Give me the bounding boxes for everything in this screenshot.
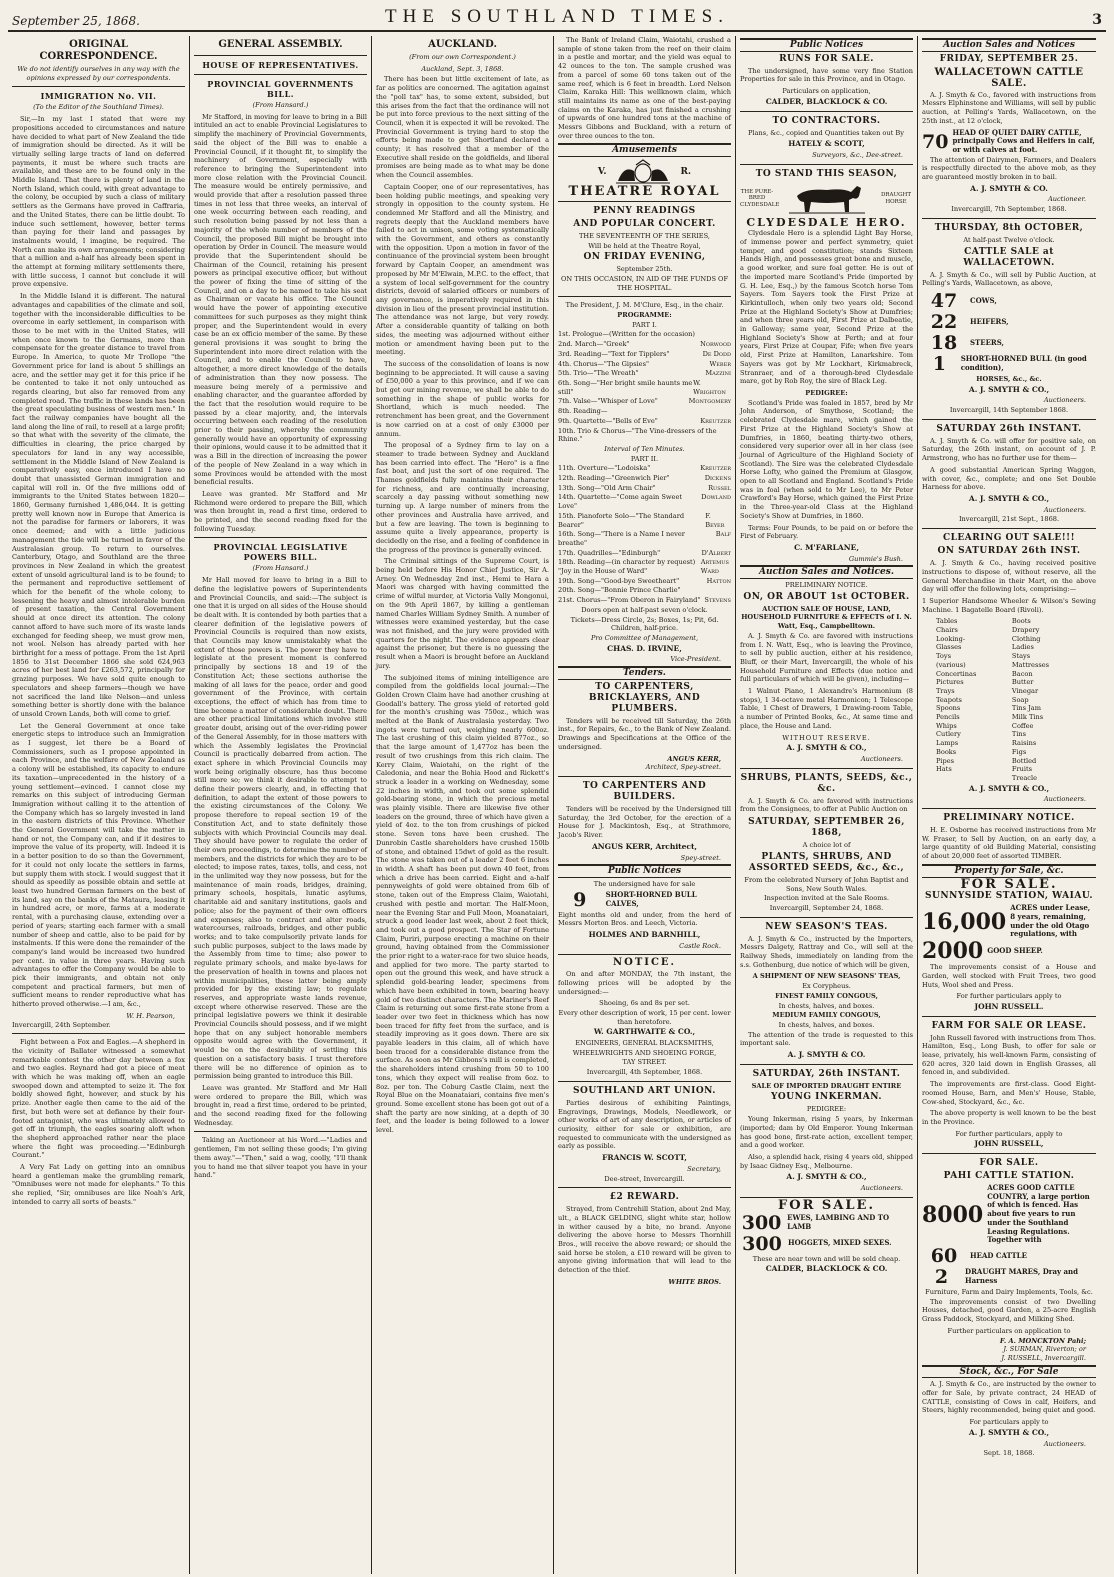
theatre-name: THEATRE ROYAL (568, 184, 721, 200)
columns (8, 36, 1106, 1574)
programme-item: 21st. Chorus—"From Oberon in Fairyland" Stevens (558, 596, 731, 605)
programme-item: 6th. Song—"Her bright smile haunts me still" W. Wrighton (558, 378, 726, 396)
list-item: Treacle (1011, 773, 1038, 782)
correspondent-note: (From our own Correspondent.) (409, 53, 516, 61)
signature-place: Invercargill, 24th September. (12, 1020, 111, 1029)
list-item: Raisins (1011, 739, 1037, 748)
paragraph: Sir,—In my last I stated that were my propositions acceded to circumstances and nature have decided to what part of New Zealand the tide of immigration should be directed. As it will be virtually selling large tracts of land on deferred payments, it must be where such tracts are available, and these are to be found only in the Middle Island. That there is plenty of land in the North Island, which could, with great advantage to the colony, be occupied by such a class of military settlers as the Germans have proved in Caffraria, and the United States, there can be little doubt. To induce such settlement, however, better terms than paying for their land and passages by instalments would, I imagine, be required. The North can make its own arrangements; considering that a million and a-half has already been spent in the attempt at forming military settlements there, with little success, I cannot but conclude it will prove expensive. (12, 115, 185, 289)
dateline: Auckland, Sept. 3, 1868. (421, 64, 504, 73)
list-item: Clothing (1011, 634, 1041, 643)
programme-item: 16th. Song—"There is a Name I never breathe" Balf (558, 530, 731, 547)
stock-item: 47 COWS, (930, 289, 997, 312)
list-item: Figs (1011, 747, 1027, 756)
list-item: Tables (936, 617, 958, 626)
programme-item: 20th. Song—"Bonnie Prince Charlie" (558, 586, 681, 595)
programme-part-2 (558, 464, 731, 605)
event-title: PENNY READINGS (593, 205, 696, 216)
bill-title: PROVINCIAL LEGISLATIVE POWERS BILL. (213, 542, 348, 563)
paragraph: Fight between a Fox and Eagles.—A shepherd in the vicinity of Ballater witnessed a somewhat remarkable contest the other day between a fox and two eagles. Reynard had got a piece of meat with which he was making off, when an eagle swooped down and attempted to seize it. The fox boldly showed fight, however, and stuck by his prize. Another eagle then came to the aid of the first, but both were set at defiance by their four-footed antagonist, who was ultimately allowed to get off in triumph, the eagles soaring aloft when the shepherd approached rather near the place where the fight was proceeding.—"Edinburgh Courant." (12, 1038, 185, 1160)
horse-icon (787, 182, 867, 216)
section-heading: Property for Sale, &c. (922, 864, 1096, 878)
programme-item: 12th. Reading—"Greenwich Pier" Dickens (558, 474, 731, 483)
section-heading: Stock, &c., For Sale (922, 1365, 1096, 1379)
list-item: Butter (1011, 678, 1034, 687)
paragraph: The Bank of Ireland Claim, Waiotahi, crushed a sample of stone taken from the reef on their claim in a pestle and mortar, and the yield was equal to 42 ounces to the ton. The sample crushed was from a parcel of some 60 tons taken out of the same reef, which is 6 feet in breadth. Lord Nelson Claim, Karaka Hill: This wellknown claim, which still maintains its name as one of the best-paying claims on the Karaka, has just finished a crushing of upwards of one hundred tons at the machine of Messrs Gibbons and Buckland, with a return of over three ounces to the ton. (558, 36, 731, 140)
masthead (8, 6, 1106, 32)
stock-item: 18 STEERS, (930, 331, 1004, 354)
letter-addressee: (To the Editor of the Southland Times). (33, 103, 164, 112)
list-item: Pictures (936, 678, 964, 687)
list-item: Bacon (1011, 669, 1033, 678)
programme-item: 2nd. March—"Greek" Norwood (558, 340, 731, 349)
merchandise-list (922, 617, 1096, 782)
programme-item: 1st. Prologue—(Written for the occasion) (558, 330, 696, 339)
stock-item: 22 HEIFERS, (930, 310, 1009, 333)
paragraph: Leave was granted. Mr Stafford and Mr Richmond were ordered to prepare the Bill, which was then brought in, read a first time, ordered to be printed, and the second reading fixed for the following Tuesday. (194, 489, 367, 533)
programme-item: 9th. Quartette—"Bells of Eve" Kreutzer (558, 416, 731, 425)
newspaper-title: THE SOUTHLAND TIMES. (385, 6, 729, 27)
section-heading: Tenders. (558, 666, 731, 680)
stock-list (922, 291, 1096, 374)
list-item: Whips (936, 721, 957, 730)
section-heading: Public Notices (558, 864, 731, 878)
column-1 (8, 36, 190, 1574)
list-item: Boots (1011, 617, 1031, 626)
column-3 (372, 36, 554, 1574)
list-item: Bottled Fruits (1011, 756, 1037, 774)
list-item: Soap (1011, 695, 1029, 704)
list-item: Toys (various) (936, 652, 966, 669)
list-item: Coffee Tins (1011, 721, 1034, 739)
programme-item: 10th. Trio & Chorus—"The Vine-dressers of the Rhine." (558, 426, 717, 444)
royal-crest-icon (614, 159, 672, 185)
subheading: HOUSE OF REPRESENTATIVES. (202, 60, 359, 70)
list-item: Pipes (936, 756, 955, 765)
list-item: Concertinas (936, 669, 977, 678)
list-item: Teapots (936, 695, 962, 704)
programme-item: 13th. Song—"Old Arm Chair" Russel (558, 483, 731, 492)
list-item: Books (936, 747, 957, 756)
paragraph: Let the General Government at once take energetic steps to introduce such an Immigration as I suggest, let there be a Board of Commissioners, such as I propose appointed in each Province, and the welfare of New Zealand as a colony will be established, its capacity to endure its taxation—unprecedented in the history of a young settlement—evinced. I cannot close my remarks on this subject of introducing German Immigration without calling it to the attention of the Company which has so largely invested in land in the eastern districts of this Province. Whether the General Government will take the matter in hand or not, the Company can, and if it desires to improve the value of its property, will. Indeed it is in a better position to do so than the Government, for it could not only locate the settlers in farms, but supply them with stock. I would suggest that it should as speedily as possible obtain and settle at least two hundred German farmers on the best of its land, say on the banks of the Mataura, leasing it in hundred acre, or more, farms at a moderate rental, with a purchasing clause, extending over a period of years; starting each farmer with a small number of sheep and cattle, also to be paid for by instalments. If this were done the remainder of the company's land would be increased two hundred per cent. in value in three years. Having such advantages to offer the Company would be able to pick their immigrants, and obtain not only competent and practical farmers, but men of sufficient means to render reproductive what has hitherto proved otherwise.—I am, &c., (12, 721, 185, 1009)
programme-item: 7th. Valse—"Whisper of Love" Montgomery (558, 397, 731, 406)
paragraph: In the Middle Island it is different. The natural advantages and capabilities of the climate and soil, together with the inconsiderable difficulties to be overcome in early settlement, in comparison with those to be met with in the United States, will when once known to the Germans, more than compensate for the greater distance to travel from Europe. In America, to quote Mr Trollope "the Government price for land is about 5 shillings an acre, and the settler may get it for this price if he be contented to take it not only untouched as regards clearing, but also far removed from any completed road. The traffic in these lands has been the great speculating business of western men." In fact the railway companies have bought all the land along the line of rail, to resell at a large profit; so that what with the severity of the climate, the difficulties in clearing, the price charged by speculators for land in any way accessible, settlement in the Middle Island of New Zealand is comparatively easy, once introduced I have no doubt that unassisted German immigration and capital will roll in. Of the five millions odd of immigrants to the United States between 1820—1860, Germany furnished 1,486,044. It is getting pretty well known now in Europe that America is not the paradise for farmers or laborers, it was once deemed; and with a little judicious management the tide will be turned in favor of the Australasian group. To return to ourselves. Canterbury, Otago, and Southland are the three provinces in New Zealand in which the greatest extent of unsold agricultural land is to be found; to the permanent and reproductive settlement of which for the benefit of the whole colony, to lessening the heavy and almost intolerable burden of present taxation, the Central Government should at once direct its attention. The colony cannot afford to have such more of its waste lands exchanged for feeding sheep, we must grow men, not wool. Nelson has already parted with her birthright for a mess of pottage. From the 1st April 1856 to 31st December 1866 she sold 624,963 acres of her best land for £263,572, principally for grazing purposes. We have sold quite enough to speculators and sheep farmers—though we have not sacrificed the land like Nelson—and unless something better is shortly done with the balance of unsold Crown Lands, both will come to grief. (12, 292, 185, 718)
list-item: Milk Tins (1011, 713, 1044, 722)
programme-item: 3rd. Reading—"Text for Tipplers" De Dodd (558, 349, 731, 358)
list-item: Drapery (1011, 626, 1040, 635)
disclaimer: We do not identify ourselves in any way with the opinions expressed by our correspondents. (17, 65, 180, 82)
list-item: Vinegar (1011, 686, 1039, 695)
list-item: Ladies Stays (1011, 643, 1034, 661)
royal-crest: V. R. (558, 159, 731, 185)
paragraph: The success of the consolidation of loans is now beginning to be appreciated. It will cause a saving of £50,000 a year to this province, and if we can but get our mining revenue, we shall be able to do something in the shape of public works for Shortland, which is much needed. The retrenchment has been great, and the Government is now carried on at a cost of only £3000 per annum. (376, 359, 549, 438)
column-5: Public Notices RUNS FOR SALE. The undersigned, have some very fine Station Properties for sale in this Province, and in Otago. Particulars on application, CALDER, BLACKLOCK & CO. TO CONTRACTORS. Plans, &c., copied and Quantities taken out By HATELY & SCOTT, Surveyors, &c., Dee-street. TO STAND THIS SEASON, THE PURE-BRED CLYDESDALE DRAUGHT HORSE CLYDESDALE HERO. Clydesdale Hero is a splendid Light Bay Horse, of immense power and perfect symmetry, quiet temper, and good constitution; stands Sixteen Hands High, and possesses great bone and muscle, a good worker, and sure foal getter. He is out of the imported mare Scotland's Pride (imported by G. H. Lee, Esq.,) by the famous Scotch horse Tom Sayers. Tom Sayers took the First Prize at Kirkintulloch, when only two years old; Second Prize at the Highland Society's Show at Dumfries; and when three years old, First Prize at Dalbeatie, in Galloway; same year, Second Prize at the Highland Society's Show at Perth; and at four years, First Prize at Coupar, Fife; when five years old, First Prize at Hamilton, Lanarkshire. Tom Sayers was got by Mr Lockhart, Kirkmabreck, Stranraer, and of a thorough-bred Clydesdale mare, got by Rob Roy, the sire of Black Leg. PEDIGREE: Scotland's Pride was foaled in 1857, bred by Mr John Anderson, of Smythose, Scotland; the celebrated Clydesdale mare, which gained the First Prize at the Highland Society's Show at Dumfries, in 1860, beating thirty-two others, considered very superior over all in her class (see Journal of Agriculture of the Highland Society of Scotland). The Sire was the celebrated Clydesdale Horse Lofty, who gained the Premium at Glasgow, open to all Scotland and England. Scotland's Pride was in foal (when sold to Mr Lee), to Mr Peter Crawford's Bay Horse, which gained the First Prize in the Three-year-old Class at the Highland Society's Show at Dumfries, in 1860. Terms: Four Pounds, to be paid on or before the First of February. C. M'FARLANE, Gummie's Bush. Auction Sales and Notices. PRELIMINARY NOTICE. ON, OR ABOUT 1st OCTOBER. AUCTION SALE OF HOUSE, LAND, HOUSEHOLD FURNITURE & EFFECTS of I. N. Watt, Esq., Campbelltown. A. J. Smyth & Co. are favored with instructions from I. N. Watt, Esq., who is leaving the Province, to sell by public auction, either at his residence, Bluff, or their Mart, Invercargill, the whole of his Household Furniture and Effects (due notice and full particulars of which will be given), including— 1 Walnut Piano, 1 Alexandre's Harmonium (8 stops), 1 34-octave metal Harmonicon; 1 Telescope Table, 1 Chest of Drawers, 1 Drawing-room Table, a number of Printed Books, &c., At same time and place, the House and Land. WITHOUT RESERVE. A. J. SMYTH & CO., Auctioneers. SHRUBS, PLANTS, SEEDS, &c., &c. A. J. Smyth & Co. are favored with instructions from the Consignees, to offer at Public Auction on SATURDAY, SEPTEMBER 26, 1868, A choice lot of PLANTS, SHRUBS, AND ASSORTED SEEDS, &c., &c., From the celebrated Nursery of John Baptist and Sons, New South Wales. Inspection invited at the Sale Rooms. Invercargill, September 24, 1868. NEW SEASON'S TEAS. A. J. Smyth & Co., instructed by the Importers, Messrs Dalgety, Rattray and Co., will sell at the Railway Sheds, immediately on landing from the s.s. Gothenburg, due notice of which will be given, A SHIPMENT OF NEW SEASONS' TEAS, Ex Corypheus. FINEST FAMILY CONGOUS, In chests, halves, and boxes. MEDIUM FAMILY CONGOUS, In chests, halves, and boxes. The attention of the trade is requested to this important sale. A. J. SMYTH & CO. SATURDAY, 26th INSTANT. SALE OF IMPORTED DRAUGHT ENTIRE YOUNG INKERMAN. PEDIGREE: Young Inkerman, rising 5 years, by Inkerman (imported; dam by Old Emperor. Young Inkerman has good bone, first-rate action, excellent temper, and a good worker. Also, a splendid hack, rising 4 years old, shipped by Isaac Gidney Esq., Melbourne. A. J. SMYTH & CO., Auctioneers. FOR SALE. 300 EWES, LAMBING AND TO LAMB 300 HOGGETS, MIXED SEXES. These are near town and will be sold cheap. CALDER, BLACKLOCK & CO. (736, 36, 918, 1574)
horse-illustration: THE PURE-BRED CLYDESDALE DRAUGHT HORSE (740, 182, 913, 216)
letter-title: IMMIGRATION No. VII. (40, 91, 157, 102)
event-title: AND POPULAR CONCERT. (573, 218, 716, 229)
section-heading: Public Notices (740, 38, 913, 52)
paragraph: A Very Fat Lady on getting into an omnibus heard a gentleman make the grumbling remark, "Omnibuses were not made for elephants." To this she replied, "Sir, omnibuses are like Noah's Ark, intended to carry all sorts of beasts." (12, 1163, 185, 1206)
list-item: Chairs (936, 626, 958, 635)
list-item: Hats (936, 765, 952, 774)
event-day: ON FRIDAY EVENING, (583, 252, 706, 263)
programme-item: 5th. Trio—"The Wreath" Mazzini (558, 369, 731, 378)
list-item: Trays (936, 686, 955, 695)
section-heading: AUCKLAND. (428, 39, 497, 50)
paragraph: The Criminal sittings of the Supreme Court, is being held before His Honor Chief Justice, Sir A. Arney. On Wednesday 2nd inst., Hemi te Hara a Maori was charged with having committed the crime of wilful murder, at Victoria Vally Mongonui, on the 9th April 1867, by killing a gentleman named Charles William Sydney Smith. A number of witnesses were examined yesterday, but the case was not finished, and the jury were provided with quarters for the night. The evidence appears clear against the prisoner, but there is no guessing the result when a Maori is brought before an Auckland jury. (376, 557, 549, 670)
programme-item: 14th. Quartette—"Come again Sweet Love" Dowland (558, 493, 731, 511)
paragraph: Leave was granted. Mr Stafford and Mr Hall were ordered to prepare the Bill, which was brought in, read a first time, ordered to be printed, and the second reading fixed for the following Wednesday. (194, 1083, 367, 1127)
list-item: Mattresses (1011, 660, 1050, 669)
page-number: 3 (1092, 12, 1102, 28)
list-item: Looking-Glasses (936, 634, 966, 652)
paragraph: The subjoined items of mining intelligence are compiled from the goldfields local journal:—The Golden Crown Claim have had another crushing at Goodall's battery. The gross yield of retorted gold for the month's crushing was 750oz., which was melted at the Bank of Australasia yesterday. Two ingots were turned out, weighing nearly 600oz. The last crushing of this claim yielded 877oz., so that the large amount of 1,477oz has been the result of two crushings from this rich claim. The Kerry Claim, Waiotahi, on the right of the Caledonia, and near the Bohia Hood and Rickett's struck a leader in a working on Wednesday, some 22 inches in width, and took out some splendid gold-bearing stone, in which the precious metal was plainly visible. There are likewise five other leaders on the ground, three of which have given a yield of 4oz. to the ton from crushings of picked stone. Seven tons have been crushed. The Dunrobin Castle shareholders have crushed 150lb of stone, and obtained 15dwt of gold as the result. The stone was taken out of a leader 2 feet 6 inches in width. A shaft has been put down 40 feet, from which a drive has been carried. Eight and a-half pennyweights of gold were obtained from 6lb of stone, taken out of the Empress Claim, Waiotahi, crushed with pestle and mortar. The Half-Moon, near the Evening Star and Full Moon, Moanataiari, struck a good leader last week, about 2 feet thick, and took out a good prospect. The Star of Fortune Claim, Puriri, purpose erecting a machine on their ground, having obtained from the Commissioner the prior right to a water-race for two sluice heads, and applied for two more. The party started to open out the ground this week, and have struck a splendid gold-bearing leader, specimens from which have been exhibited in town, bearing heavy gold of two distinct characters. The Mariner's Reef Claim is returning out some first-rate stone from a leader over two feet in thickness which has now been traced for fifty feet from the surface, and is steadily improving as it goes down. There are six payable leaders in this claim, all of which have been traced for a considerable distance from the surface. As soon as Mr Gibbons's mill is completed, the shareholders intend crushing from 50 to 100 tons, which they expect will realise from 6oz. to 8oz. per ton. The Coburg Castle Claim, next the Royal Blue on the Moanataiari, contains five men's ground. Some excellent stone has been got out of a shaft the party are now sinking, at a depth of 30 feet, and the leader is being followed to a lower level. (376, 673, 549, 1135)
source-note: (From Hansard.) (252, 101, 309, 109)
column-4: The Bank of Ireland Claim, Waiotahi, crushed a sample of stone taken from the reef on their claim in a pestle and mortar, and the yield was equal to 42 ounces to the ton. The sample crushed was from a parcel of some 60 tons taken out of the same reef, which is 6 feet in breadth. Lord Nelson Claim, Karaka Hill: This wellknown claim, which still maintains its name as one of the best-paying claims on the Karaka, has just finished a crushing of upwards of one hundred tons at the machine of Messrs Gibbons and Buckland, with a return of over three ounces to the ton. Amusements V. R. THEATRE ROYAL PENNY READINGS AND POPULAR CONCERT. THE SEVENTEENTH OF THE SERIES, Will be held at the Theatre Royal, ON FRIDAY EVENING, September 25th. ON THIS OCCASION, IN AID OF THE FUNDS OF THE HOSPITAL. The President, J. M. M'Clure, Esq., in the chair. PROGRAMME: PART I. 1st. Prologue—(Written for the occasion) 2nd. March—"Greek" Norwood 3rd. Reading—"Text for Tipplers" De Dodd 4th. Chorus—"The Gipsies" Weber 5th. Trio—"The Wreath" Mazzini 6th. Song—"Her bright smile haunts me still" W. Wrighton 7th. Valse—"Whisper of Love" Montgomery 8th. Reading— 9th. Quartette—"Bells of Eve" Kreutzer 10th. Trio & Chorus—"The Vine-dressers of the Rhine." Interval of Ten Minutes. PART II. 11th. Overture—"Lodoiska" Kreutzer 12th. Reading—"Greenwich Pier" Dickens 13th. Song—"Old Arm Chair" Russel 14th. Quartette—"Come again Sweet Love" Dowland 15th. Pianoforte Solo—"The Standard Bearer" F. Beyer 16th. Song—"There is a Name I never breathe" Balf 17th. Quadrilles—"Edinburgh" D'Albert 18th. Reading—(in character by request) "Joy in the House of Ward" Artemus Ward 19th. Song—"Good-bye Sweetheart" Hatton 20th. Song—"Bonnie Prince Charlie" 21st. Chorus—"From Oberon in Fairyland" Stevens Doors open at half-past seven o'clock. Tickets—Dress Circle, 2s; Boxes, 1s; Pit, 6d. Children, half-price. Pro Committee of Management, CHAS. D. IRVINE, Vice-President. Tenders. TO CARPENTERS, BRICKLAYERS, AND PLUMBERS. Tenders will be received till Saturday, the 26th inst., for Repairs, &c., to the Bank of New Zealand. Drawings and Specifications at the Office of the undersigned. ANGUS KERR, Architect, Spey-street. TO CARPENTERS AND BUILDERS. Tenders will be received by the Undersigned till Saturday, the 3rd October, for the erection of a House for J. Mackintosh, Esq., at Strathmore, Jacob's River. ANGUS KERR, Architect, Spey-street. Public Notices The undersigned have for sale 9 SHORT-HORNED BULL CALVES, Eight months old and under, from the herd of Messrs Morton Bros. and Leech, Victoria. HOLMES AND BARNHILL, Castle Rock. NOTICE. On and after MONDAY, the 7th instant, the following prices will be adopted by the undersigned:— Shoeing, 6s and 8s per set. Every other description of work, 15 per cent. lower than heretofore. W. GARTHWAITE & CO., ENGINEERS, GENERAL BLACKSMITHS, WHEELWRIGHTS AND SHOEING FORGE, TAY STREET. Invercargill, 4th September, 1868. SOUTHLAND ART UNION. Parties desirous of exhibiting Paintings, Engravings, Drawings, Models, Needlework, or other works of art of any description, or articles of curiosity, either for sale or exhibition, are requested to communicate with the undersigned as early as possible. FRANCIS W. SCOTT, Secretary, Dee-street, Invercargill. £2 REWARD. Strayed, from Centrehill Station, about 2nd May, ult., a BLACK GELDING, slight white star, hollow in wither caused by a bite, no brand. Anyone delivering the above horse to Messrs Thornhill Bros., will receive the above reward; or should the said horse be stolen, a £10 reward will be given to anyone giving information that will lead to the detection of the thief. WHITE BROS. (554, 36, 736, 1574)
paragraph: The proposal of a Sydney firm to lay on a steamer to trade between Sydney and Auckland has been carried into effect. The "Hero" is a fine fast boat, and just the sort of one required. The Thames goldfields fully maintains their character for richness, and are continually increasing, scarcely a day passing without something new turning up. A large number of miners from the other provinces and Australia have arrived, and but a few are leaving. The town is beginning to assume quite a lively appearance, property is decidedly on the rise, and a feeling of confidence in the progress of the province is generally evinced. (376, 441, 549, 554)
programme-item: 8th. Reading— (558, 407, 608, 416)
paragraph: Captain Cooper, one of our representatives, has been holding public meetings, and speaking very strongly in opposition to the county system. He condemned Mr Stafford and all the Ministry, and regrets deeply that the Auckland members have failed to act in unison, some voting systematically with the Government, and others as constantly with the opposition. Upon a motion in favor of the continuance of the provincial system been brought forward by Captain Cooper, an amendment was proposed by Mr M'Elwain, M.P.C. to the effect, that a system of local self-government for the country districts, devoid of salaried officers or numbers of any governance, is imperatively required in this division in lieu of the present provincial institution. The attendance was not large, but very rowdy. After a considerable quantity of talking on both sides, the meeting was adjourned without either motion or amendment having been put to the meeting. (376, 182, 549, 357)
column-6: Auction Sales and Notices FRIDAY, SEPTEMBER 25. WALLACETOWN CATTLE SALE. A. J. Smyth & Co., favored with instructions from Messrs Elphinstone and Williams, will sell by public auction, at Pelling's Yards, Wallacetown, on the 25th inst., at 12 o'clock, 70 HEAD OF QUIET DAIRY CATTLE, principally Cows and Heifers in calf, or with calves at foot. The attention of Dairymen, Farmers, and Dealers is respectfully directed to the above mob, as they are guaranteed mostly broken in to bail. A. J. SMYTH & CO. Auctioneer. Invercargill, 7th September, 1868. THURSDAY, 8th OCTOBER, At half-past Twelve o'clock. CATTLE SALE at WALLACETOWN. A. J. Smyth & Co., will sell by Public Auction, at Pelling's Yards, Wallacetown, as above, 47 COWS, 22 HEIFERS, 18 STEERS, 1 SHORT-HORNED BULL (in good condition), HORSES, &c., &c. A. J. SMYTH & CO., Auctioneers. Invercargill, 14th September 1868. SATURDAY 26th INSTANT. A. J. Smyth & Co. will offer for positive sale, on Saturday, the 26th instant, on account of J. P. Armstrong, who has no further use for them— A good substantial American Spring Waggon, with cover, &c., complete; and one Set Double Harness for above. A. J. SMYTH & CO., Auctioneers. Invercargill, 21st Sept., 1868. CLEARING OUT SALE!!! ON SATURDAY 26th INST. A. J. Smyth & Co., having received positive instructions to dispose of, without reserve, all the General Merchandise in their Mart, on the above day will offer the following lots, comprising:— 1 Superior Handsome Wheeler & Wilson's Sewing Machine. 1 Bagatelle Board (Rivoli). Tables Chairs Looking-Glasses Toys (various) Concertinas Pictures Trays Teapots Spoons Pencils Whips Cutlery Lamps Books Pipes Hats Boots Drapery Clothing Ladies Stays Mattresses Bacon Butter Vinegar Soap Tins Jam Milk Tins Coffee Tins Raisins Figs Bottled Fruits Treacle A. J. SMYTH & CO., Auctioneers. PRELIMINARY NOTICE. H. E. Osborne has received instructions from Mr W. Fraser, to Sell by Auction, on an early day, a large quantity of old Building Material, consisting of about 20,000 feet of assorted TIMBER. Property for Sale, &c. FOR SALE. SUNNYSIDE STATION, WAIAU. 16,000 ACRES under Lease, 8 years, remaining, under the old Otago regulations, with 2000 GOOD SHEEP. The improvements consist of a House and Garden, well stocked with Fruit Trees, two good Huts, Wool shed and Press. For further particulars apply to JOHN RUSSELL. FARM FOR SALE OR LEASE. John Russell favored with instructions from Thos. Hamilton, Esq., Long Bush, to offer for sale or lease, privately, his well-known Farm, consisting of 620 acres, 320 laid down in English Grasses, all fenced in, and subdivided. The improvements are first-class. Good Eight-roomed House, Barn, and Men's' House, Stable, Cow-shed, Stockyard, &c., &c. The above property is well known to be the best in the Province. For further particulars, apply to JOHN RUSSELL, FOR SALE. PAHI CATTLE STATION. 8000 ACRES GOOD CATTLE COUNTRY, a large portion of which is fenced. Has about five years to run under the Southland Leasing Regulations. Together with 60 HEAD CATTLE 2 DRAUGHT MARES, Dray and Harness Furniture, Farm and Dairy Implements, Tools, &c. The improvements consist of two Dwelling Houses, detached, good Garden, a 25-acre English Grass Paddock, Stockyard, and Milking Shed. Further particulars on application to F. A. MONCKTON Pahi; J. SURMAN, Riverton; or J. RUSSELL, Invercargill. Stock, &c., For Sale A. J. Smyth & Co., are instructed by the owner to offer for Sale, by private contract, 24 HEAD of CATTLE, consisting of Cows in calf, Heifers, and Steers, highly recommended, being quiet and good. For particulars apply to A. J. SMYTH & CO., Auctioneers. Sept. 18, 1868. (922, 40, 1096, 1458)
programme-item: 11th. Overture—"Lodoiska" Kreutzer (558, 464, 731, 473)
programme-item: 4th. Chorus—"The Gipsies" Weber (558, 359, 731, 368)
source-note: (From Hansard.) (252, 564, 309, 573)
section-heading: ORIGINAL CORRESPONDENCE. (39, 39, 158, 62)
section-heading: Auction Sales and Notices. (740, 565, 913, 579)
section-heading: Auction Sales and Notices (922, 38, 1096, 52)
programme-part-1 (558, 330, 731, 443)
section-heading: GENERAL ASSEMBLY. (218, 39, 343, 50)
list-item: Pencils (936, 713, 960, 722)
programme-item: 19th. Song—"Good-bye Sweetheart" Hatton (558, 576, 731, 585)
paragraph: Taking an Auctioneer at his Word.—"Ladies and gentlemen, I'm not selling these goods; I'm giving them away."—"Then," said a wag, coolly, "I'll thank you to hand me that silver teapot you have in your hand." (194, 1136, 367, 1180)
programme-item: 17th. Quadrilles—"Edinburgh" D'Albert (558, 548, 731, 557)
issue-date: September 25, 1868. (12, 14, 140, 28)
paragraph: Mr Hall moved for leave to bring in a Bill to define the legislative powers of Superintendents and Provincial Councils, and said:—The subject is one that it is urged on all sides of the House should be dealt with. It is contended by both parties that a clearer definition of the legislative powers of Provincial Councils is required than now exists, that Councils may know unmistakably what the extent of those powers is. The power they have to legislate at the present moment is conferred principally by sections 18 and 19 of the Constitution Act; these sections authorise the making of all laws for the peace, order and good government of the Province, with certain exceptions, the effect of which has from time to time become a matter of considerable doubt. There are other practical limitations which involve still greater doubt, arising out of the over-riding power of the General Assembly, for in those matters with which the Assembly legislates the Provincial Council is practically debarred from action. The exact sphere in which Provincial Councils may work being originally obscure, has thus become still more so; we think it desirable to attempt to define their powers clearly, and, in effecting that definition, to adapt the extent of those powers to the existing circumstances of the Colony. We propose therefore to repeal section 19 of the Constitution Act, and to state definitely those subjects with which Provincial Councils may deal. They should have power to regulate the order of their own proceedings, to determine the number of members, and the districts for which they are to be elected; to impose rates, taxes, tolls, and cess, not in the unlimited way they now possess, but for the maintenance of main roads, bridges, draining, primary schools, hospitals, lunatic asylums, charitable aid and sanitary institutions, gaols and police; also for the payment of their own officers and expenses; also to contract and alter roads, watercourses, railroads, bridges, and other public works; and to take compulsorily private lands for such public purposes, subject to the laws made by the Assembly from time to time; also power to regulate primary schools, and make bye-laws for the preservation of health in towns and places not within municipalities, these latter being amply provided for by the existing law; to regulate reserves, and appropriate waste lands revenue, except where otherwise reserved. These are the principal legislative powers we think it desirable Provincial Councils should possess, and if we might hope that on any subject honorable members opposite would agree with the Government, it would be on the desirability of settling this question on a satisfactory basis. I trust therefore there will be no difference of opinion as to permission being granted to introduce this Bill. (194, 576, 367, 1081)
signature: W. H. Pearson, (126, 1011, 175, 1020)
programme-item: 18th. Reading—(in character by request) "Joy in the House of Ward" Artemus Ward (558, 558, 729, 576)
stock-item: 1 SHORT-HORNED BULL (in good condition), (932, 352, 1087, 375)
list-item: Lamps (936, 739, 959, 748)
list-item: Spoons (936, 704, 961, 713)
list-item: Cutlery (936, 730, 961, 739)
bill-title: PROVINCIAL GOVERNMENTS BILL. (207, 79, 354, 99)
list-item: Tins Jam (1011, 704, 1041, 713)
paragraph: There has been but little excitement of late, as far as politics are concerned. The agitation against the "poll tax" has, to some extent, subsided, but this arises from the fact that the ordinance will not be put into force previous to the next sitting of the Council, when it is expected it will be revoked. The Provincial Government is trying hard to stop the efforts being made to get Shortland declared a county; it has resolved that a member of the Executive shall reside on the goldfields, and liberal promises are being made as to what may be done when the Council assembles. (376, 75, 549, 180)
column-2 (190, 36, 372, 1574)
paragraph: Mr Stafford, in moving for leave to bring in a Bill intituled an act to enable Provincial Legislatures to simplify the machinery of Provincial Governments, said the object of the Bill was to enable a Provincial Council, if it thought fit, to simplify the machinery of Government, especially with reference to bringing the Superintendent into more close relation with the Provincial Council. The measure would be entirely permissive, and would provide that after a resolution passed three times in not less that three weeks, an interval of one week occurring between each reading, and such resolution being passed by not less than a majority of the whole number of members of the Council, the proposed Bill might be brought into operation by Order in Council. The measure would provide that the Superintendent should be Chairman of the Council, retaining his present powers as principal executive officer, but without the power of fixing the time of sitting of the Council, and on a day to be named to take his seat as Chairman or vacate his office. The Council would have the power of appointing executive committees for such purposes as they might think proper, and the Superintendent would in every case be an ex officio member of the same. By these general provisions it was sought to bring the Superintendent into more direct relation with the Council, and to enable the Council to have, altogether, a more direct knowledge of the details of administration than they now possess. The measure being merely of a permissive and enabling character, and the guarantee afforded by the fact that the resolution would require to be passed by a clear majority, and, the intervals occurring between each reading of the resolution prior to their passing, whereby the community generally would have an opportunity of expressing their opinions, would cause it to be admitted that it was a Bill in the direction of increasing the power of the people of New Zealand in a way which in some Provinces would be attended with the most beneficial results. (194, 112, 367, 487)
programme-item: 15th. Pianoforte Solo—"The Standard Bearer" F. Beyer (558, 511, 725, 529)
section-heading: Amusements (558, 143, 731, 157)
